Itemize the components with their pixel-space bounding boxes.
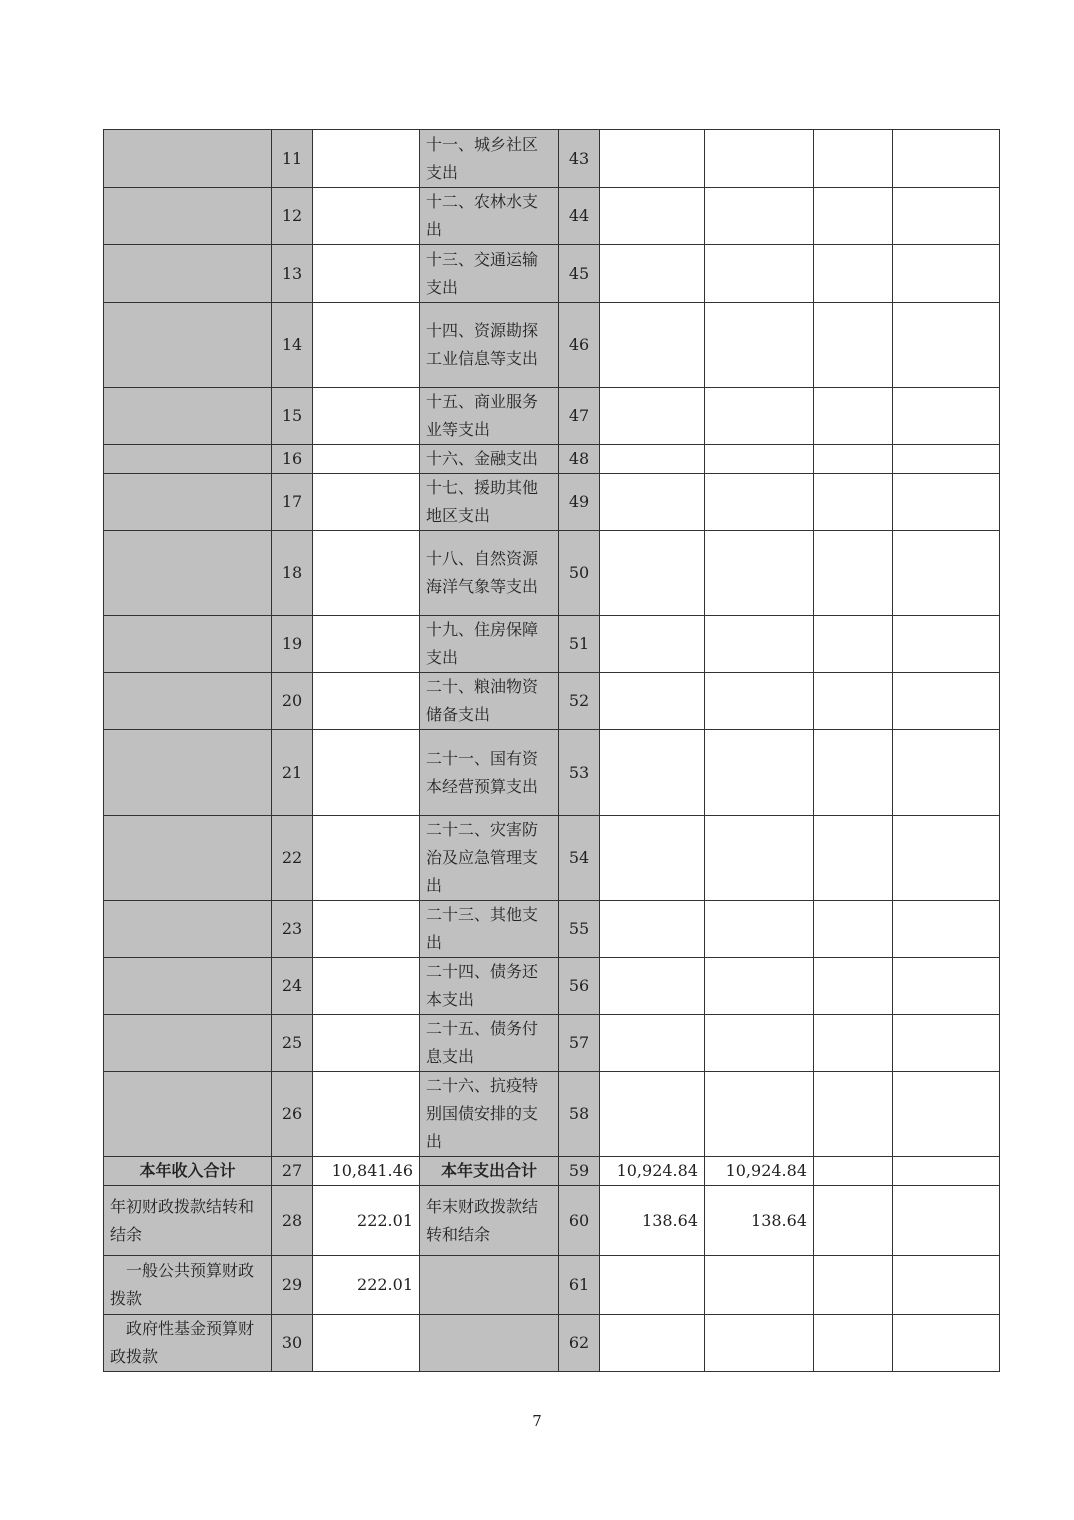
income-amount <box>313 531 420 616</box>
income-item-label: 一般公共预算财政拨款 <box>104 1256 272 1315</box>
income-line-number: 23 <box>272 901 313 958</box>
expenditure-item-label: 十五、商业服务业等支出 <box>420 388 559 445</box>
state-capital-budget-amount <box>893 1256 1000 1315</box>
expenditure-item-label: 年末财政拨款结转和结余 <box>420 1186 559 1256</box>
table-row <box>104 388 1000 445</box>
expenditure-line-number: 48 <box>559 445 600 474</box>
expenditure-total-amount <box>600 958 705 1015</box>
income-amount <box>313 673 420 730</box>
table-row <box>104 673 1000 730</box>
income-amount <box>313 901 420 958</box>
table-row <box>104 1157 1000 1186</box>
general-budget-amount <box>705 616 814 673</box>
fund-budget-amount <box>814 1315 893 1372</box>
fund-budget-amount <box>814 1015 893 1072</box>
expenditure-line-number: 46 <box>559 303 600 388</box>
table-row <box>104 816 1000 901</box>
expenditure-item-label: 十一、城乡社区支出 <box>420 130 559 188</box>
fund-budget-amount <box>814 1186 893 1256</box>
expenditure-item-label: 十二、农林水支出 <box>420 188 559 245</box>
fund-budget-amount <box>814 130 893 188</box>
income-line-number: 21 <box>272 730 313 816</box>
expenditure-total-amount <box>600 303 705 388</box>
table-row <box>104 730 1000 816</box>
fund-budget-amount <box>814 1256 893 1315</box>
expenditure-total-amount <box>600 388 705 445</box>
income-line-number: 29 <box>272 1256 313 1315</box>
expenditure-item-label: 十九、住房保障支出 <box>420 616 559 673</box>
income-amount <box>313 730 420 816</box>
state-capital-budget-amount <box>893 388 1000 445</box>
table-row <box>104 616 1000 673</box>
general-budget-amount <box>705 1015 814 1072</box>
fund-budget-amount <box>814 531 893 616</box>
expenditure-total-amount <box>600 1015 705 1072</box>
expenditure-item-label: 二十三、其他支出 <box>420 901 559 958</box>
income-amount <box>313 188 420 245</box>
income-line-number: 24 <box>272 958 313 1015</box>
income-item-label <box>104 474 272 531</box>
fund-budget-amount <box>814 245 893 303</box>
income-item-label <box>104 673 272 730</box>
income-item-label <box>104 245 272 303</box>
table-row <box>104 445 1000 474</box>
income-item-label: 年初财政拨款结转和结余 <box>104 1186 272 1256</box>
income-amount <box>313 1315 420 1372</box>
income-item-label <box>104 388 272 445</box>
fund-budget-amount <box>814 958 893 1015</box>
state-capital-budget-amount <box>893 1072 1000 1157</box>
expenditure-line-number: 62 <box>559 1315 600 1372</box>
income-line-number: 19 <box>272 616 313 673</box>
expenditure-item-label: 十七、援助其他地区支出 <box>420 474 559 531</box>
income-amount <box>313 1072 420 1157</box>
general-budget-amount <box>705 1256 814 1315</box>
general-budget-amount <box>705 673 814 730</box>
state-capital-budget-amount <box>893 958 1000 1015</box>
fund-budget-amount <box>814 616 893 673</box>
state-capital-budget-amount <box>893 616 1000 673</box>
expenditure-line-number: 45 <box>559 245 600 303</box>
expenditure-total-amount <box>600 1315 705 1372</box>
state-capital-budget-amount <box>893 303 1000 388</box>
expenditure-total-amount <box>600 245 705 303</box>
income-amount <box>313 1015 420 1072</box>
state-capital-budget-amount <box>893 188 1000 245</box>
expenditure-line-number: 50 <box>559 531 600 616</box>
table-row <box>104 1315 1000 1372</box>
table-row <box>104 1072 1000 1157</box>
fund-budget-amount <box>814 188 893 245</box>
income-line-number: 12 <box>272 188 313 245</box>
fund-budget-amount <box>814 901 893 958</box>
expenditure-line-number: 60 <box>559 1186 600 1256</box>
expenditure-line-number: 47 <box>559 388 600 445</box>
income-item-label <box>104 816 272 901</box>
income-line-number: 17 <box>272 474 313 531</box>
general-budget-amount <box>705 474 814 531</box>
expenditure-total-amount <box>600 1256 705 1315</box>
state-capital-budget-amount <box>893 1157 1000 1186</box>
income-amount <box>313 958 420 1015</box>
expenditure-item-label: 十三、交通运输支出 <box>420 245 559 303</box>
state-capital-budget-amount <box>893 1015 1000 1072</box>
expenditure-total-amount: 10,924.84 <box>600 1157 705 1186</box>
expenditure-line-number: 43 <box>559 130 600 188</box>
fund-budget-amount <box>814 1072 893 1157</box>
table-row <box>104 958 1000 1015</box>
state-capital-budget-amount <box>893 673 1000 730</box>
expenditure-item-label: 二十四、债务还本支出 <box>420 958 559 1015</box>
expenditure-line-number: 52 <box>559 673 600 730</box>
expenditure-total-amount <box>600 673 705 730</box>
table-row <box>104 1256 1000 1315</box>
general-budget-amount <box>705 1315 814 1372</box>
expenditure-item-label: 十四、资源勘探工业信息等支出 <box>420 303 559 388</box>
state-capital-budget-amount <box>893 474 1000 531</box>
income-line-number: 22 <box>272 816 313 901</box>
table-row <box>104 531 1000 616</box>
table-row <box>104 245 1000 303</box>
expenditure-total-amount <box>600 730 705 816</box>
state-capital-budget-amount <box>893 445 1000 474</box>
table-row <box>104 474 1000 531</box>
income-item-label <box>104 730 272 816</box>
income-item-label <box>104 445 272 474</box>
income-line-number: 14 <box>272 303 313 388</box>
expenditure-total-amount <box>600 901 705 958</box>
page-number: 7 <box>532 1412 542 1430</box>
general-budget-amount <box>705 303 814 388</box>
general-budget-amount <box>705 445 814 474</box>
expenditure-item-label: 十八、自然资源海洋气象等支出 <box>420 531 559 616</box>
expenditure-total-amount <box>600 445 705 474</box>
income-amount <box>313 816 420 901</box>
table-row <box>104 188 1000 245</box>
fund-budget-amount <box>814 445 893 474</box>
income-amount <box>313 388 420 445</box>
fund-budget-amount <box>814 388 893 445</box>
expenditure-item-label: 本年支出合计 <box>420 1157 559 1186</box>
state-capital-budget-amount <box>893 245 1000 303</box>
state-capital-budget-amount <box>893 1186 1000 1256</box>
income-line-number: 11 <box>272 130 313 188</box>
income-line-number: 25 <box>272 1015 313 1072</box>
table-row <box>104 1186 1000 1256</box>
general-budget-amount <box>705 730 814 816</box>
budget-table <box>103 129 1000 1372</box>
general-budget-amount <box>705 188 814 245</box>
general-budget-amount <box>705 388 814 445</box>
expenditure-line-number: 56 <box>559 958 600 1015</box>
income-item-label <box>104 901 272 958</box>
income-amount <box>313 445 420 474</box>
expenditure-line-number: 49 <box>559 474 600 531</box>
expenditure-line-number: 53 <box>559 730 600 816</box>
general-budget-amount <box>705 245 814 303</box>
income-amount: 222.01 <box>313 1186 420 1256</box>
state-capital-budget-amount <box>893 730 1000 816</box>
table-body <box>104 130 1000 1372</box>
table-row <box>104 130 1000 188</box>
income-amount <box>313 474 420 531</box>
income-amount <box>313 303 420 388</box>
income-line-number: 15 <box>272 388 313 445</box>
expenditure-item-label: 二十五、债务付息支出 <box>420 1015 559 1072</box>
expenditure-line-number: 55 <box>559 901 600 958</box>
income-amount: 222.01 <box>313 1256 420 1315</box>
income-item-label <box>104 616 272 673</box>
fund-budget-amount <box>814 1157 893 1186</box>
expenditure-item-label: 二十一、国有资本经营预算支出 <box>420 730 559 816</box>
income-item-label: 政府性基金预算财政拨款 <box>104 1315 272 1372</box>
expenditure-line-number: 44 <box>559 188 600 245</box>
fund-budget-amount <box>814 474 893 531</box>
income-line-number: 20 <box>272 673 313 730</box>
expenditure-total-amount <box>600 816 705 901</box>
general-budget-amount <box>705 816 814 901</box>
fund-budget-amount <box>814 730 893 816</box>
state-capital-budget-amount <box>893 816 1000 901</box>
expenditure-item-label: 二十、粮油物资储备支出 <box>420 673 559 730</box>
income-amount <box>313 245 420 303</box>
expenditure-item-label: 十六、金融支出 <box>420 445 559 474</box>
state-capital-budget-amount <box>893 130 1000 188</box>
income-line-number: 30 <box>272 1315 313 1372</box>
income-item-label <box>104 958 272 1015</box>
expenditure-line-number: 54 <box>559 816 600 901</box>
expenditure-total-amount <box>600 474 705 531</box>
income-item-label <box>104 303 272 388</box>
expenditure-total-amount <box>600 188 705 245</box>
income-line-number: 28 <box>272 1186 313 1256</box>
table-row <box>104 901 1000 958</box>
state-capital-budget-amount <box>893 531 1000 616</box>
income-amount <box>313 616 420 673</box>
state-capital-budget-amount <box>893 1315 1000 1372</box>
expenditure-line-number: 51 <box>559 616 600 673</box>
expenditure-total-amount <box>600 1072 705 1157</box>
income-item-label: 本年收入合计 <box>104 1157 272 1186</box>
income-line-number: 18 <box>272 531 313 616</box>
expenditure-item-label <box>420 1315 559 1372</box>
income-amount: 10,841.46 <box>313 1157 420 1186</box>
income-item-label <box>104 1072 272 1157</box>
income-line-number: 26 <box>272 1072 313 1157</box>
general-budget-amount: 138.64 <box>705 1186 814 1256</box>
state-capital-budget-amount <box>893 901 1000 958</box>
income-line-number: 27 <box>272 1157 313 1186</box>
expenditure-line-number: 61 <box>559 1256 600 1315</box>
fund-budget-amount <box>814 673 893 730</box>
expenditure-total-amount <box>600 130 705 188</box>
income-item-label <box>104 1015 272 1072</box>
income-line-number: 16 <box>272 445 313 474</box>
fund-budget-amount <box>814 303 893 388</box>
table-row <box>104 303 1000 388</box>
general-budget-amount <box>705 531 814 616</box>
expenditure-line-number: 57 <box>559 1015 600 1072</box>
general-budget-amount <box>705 130 814 188</box>
table-row <box>104 1015 1000 1072</box>
general-budget-amount <box>705 901 814 958</box>
general-budget-amount <box>705 1072 814 1157</box>
expenditure-item-label: 二十二、灾害防治及应急管理支出 <box>420 816 559 901</box>
income-amount <box>313 130 420 188</box>
income-line-number: 13 <box>272 245 313 303</box>
expenditure-line-number: 58 <box>559 1072 600 1157</box>
income-item-label <box>104 188 272 245</box>
expenditure-total-amount <box>600 616 705 673</box>
fund-budget-amount <box>814 816 893 901</box>
expenditure-total-amount: 138.64 <box>600 1186 705 1256</box>
income-item-label <box>104 130 272 188</box>
general-budget-amount: 10,924.84 <box>705 1157 814 1186</box>
expenditure-total-amount <box>600 531 705 616</box>
general-budget-amount <box>705 958 814 1015</box>
expenditure-line-number: 59 <box>559 1157 600 1186</box>
expenditure-item-label <box>420 1256 559 1315</box>
expenditure-item-label: 二十六、抗疫特别国债安排的支出 <box>420 1072 559 1157</box>
income-item-label <box>104 531 272 616</box>
